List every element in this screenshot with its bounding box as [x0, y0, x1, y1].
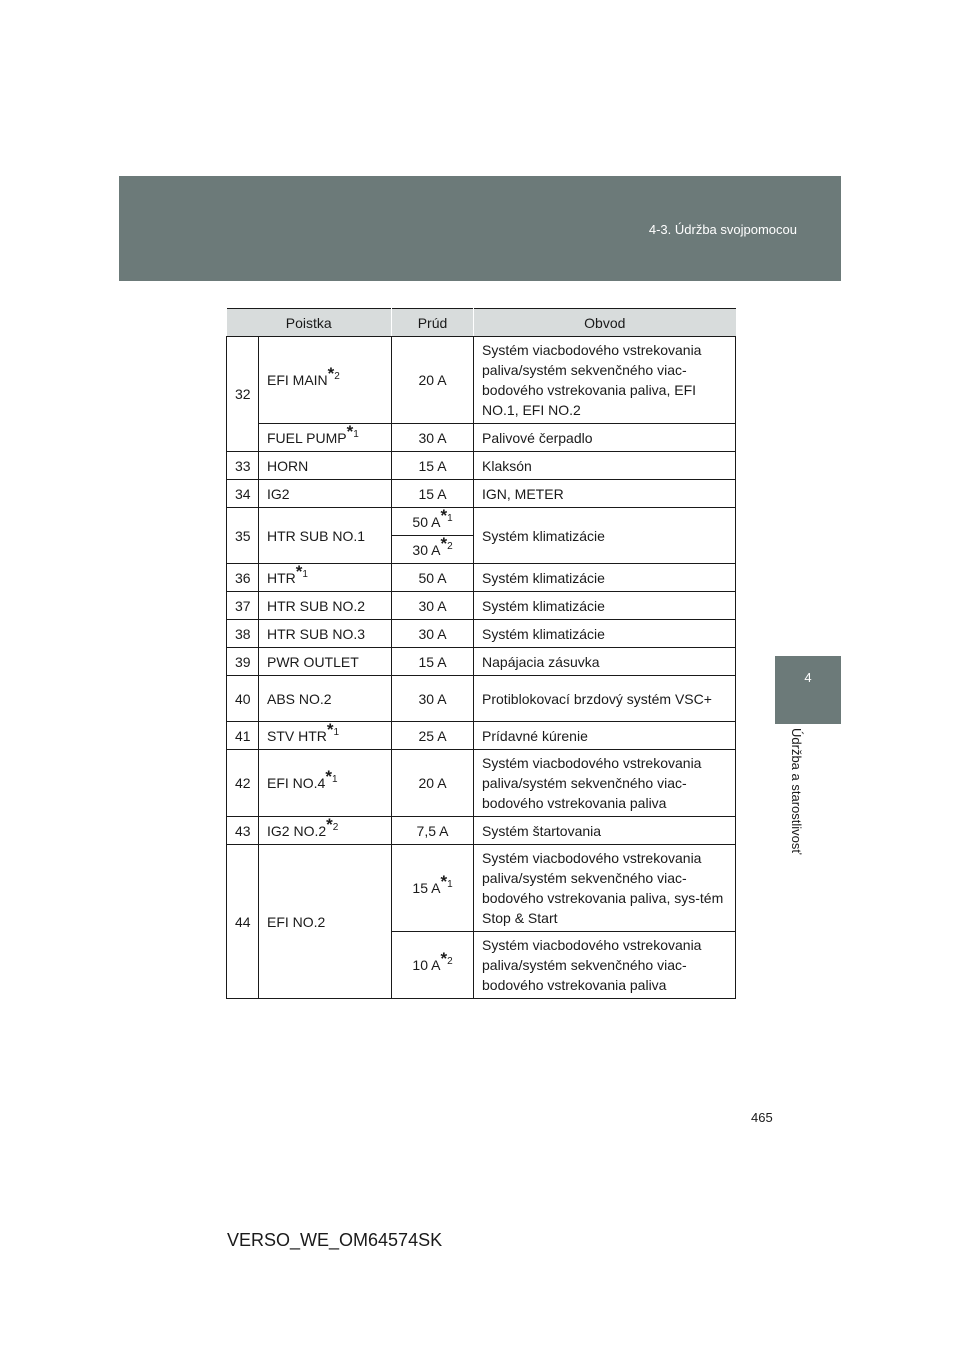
document-code: VERSO_WE_OM64574SK	[227, 1230, 443, 1250]
table-row	[227, 424, 736, 452]
fuse-current: 50 A	[392, 564, 474, 592]
fuse-circuit: Systém klimatizácie	[474, 508, 736, 564]
table-row	[227, 817, 736, 845]
table-row	[227, 592, 736, 620]
table-row	[227, 564, 736, 592]
fuse-number: 38	[227, 620, 259, 648]
header-circuit: Obvod	[474, 309, 736, 337]
fuse-name: EFI NO.2	[259, 845, 392, 999]
fuse-current: 50 A$^{*1}$	[392, 508, 474, 536]
footnote-mark: *2	[327, 364, 340, 383]
fuse-number: 43	[227, 817, 259, 845]
fuse-name: HTR SUB NO.1	[259, 508, 392, 564]
fuse-current: 20 A	[392, 337, 474, 424]
fuse-circuit: Systém klimatizácie	[474, 564, 736, 592]
chapter-number: 4	[804, 670, 812, 685]
section-title: 4-3. Údržba svojpomocou	[648, 222, 797, 237]
table-row	[227, 676, 736, 722]
table-row	[227, 337, 736, 424]
footnote-mark: *1	[346, 421, 359, 441]
table-row	[227, 722, 736, 750]
fuse-circuit: Klaksón	[474, 452, 736, 480]
fuse-name: HTR SUB NO.2	[259, 592, 392, 620]
fuse-name: IG2	[259, 480, 392, 508]
fuse-current: 30 A	[392, 424, 474, 452]
header-fuse: Poistka	[227, 309, 392, 337]
fuse-circuit: Systém klimatizácie	[474, 620, 736, 648]
fuse-current: 15 A$^{*1}$	[392, 845, 474, 932]
fuse-circuit: Systém viacbodového vstrekovania paliva/systém sekvenčného viac-bodového vstrekovania paliva, sys-tém Stop & Start	[474, 845, 736, 932]
fuse-name: FUEL PUMP$^{*1}$	[259, 424, 392, 452]
fuse-name: IG2 NO.2$^{*2}$	[259, 817, 392, 845]
fuse-number: 40	[227, 676, 259, 722]
fuse-circuit: Systém viacbodového vstrekovania paliva/systém sekvenčného viac-bodového vstrekovania paliva	[474, 932, 736, 999]
fuse-current: 15 A	[392, 452, 474, 480]
table-row	[227, 508, 736, 536]
fuse-current: 30 A	[392, 620, 474, 648]
footnote-mark: *1	[325, 767, 338, 786]
fuse-circuit: Napájacia zásuvka	[474, 648, 736, 676]
fuse-circuit: Systém viacbodového vstrekovania paliva/systém sekvenčného viac-bodového vstrekovania paliva	[474, 750, 736, 817]
fuse-number: 36	[227, 564, 259, 592]
table-row	[227, 620, 736, 648]
chapter-tab	[775, 656, 841, 724]
fuse-name: EFI NO.4$^{*1}$	[259, 750, 392, 817]
fuse-name: PWR OUTLET	[259, 648, 392, 676]
fuse-current: 30 A	[392, 676, 474, 722]
header-band	[119, 176, 841, 281]
fuse-number: 35	[227, 508, 259, 564]
page-number: 465	[751, 1110, 773, 1125]
fuse-current: 10 A$^{*2}$	[392, 932, 474, 999]
fuse-number: 42	[227, 750, 259, 817]
fuse-number: 37	[227, 592, 259, 620]
fuse-current: 15 A	[392, 480, 474, 508]
fuse-current: 20 A	[392, 750, 474, 817]
fuse-current: 25 A	[392, 722, 474, 750]
chapter-title: Údržba a starostlivosť	[789, 728, 804, 855]
footnote-mark: *2	[440, 533, 453, 553]
fuse-name: EFI MAIN$^{*2}$	[259, 337, 392, 424]
fuse-current: 30 A	[392, 592, 474, 620]
fuse-circuit: Systém štartovania	[474, 817, 736, 845]
fuse-circuit: Prídavné kúrenie	[474, 722, 736, 750]
table-row	[227, 845, 736, 932]
fuse-name: ABS NO.2	[259, 676, 392, 722]
header-current: Prúd	[392, 309, 474, 337]
fuse-table	[226, 308, 736, 999]
footnote-mark: *1	[295, 561, 308, 581]
fuse-current: 15 A	[392, 648, 474, 676]
fuse-number: 41	[227, 722, 259, 750]
table-row	[227, 480, 736, 508]
footnote-mark: *1	[326, 719, 340, 739]
fuse-name: HORN	[259, 452, 392, 480]
fuse-number: 32	[227, 337, 259, 452]
fuse-name: STV HTR$^{*1}$	[259, 722, 392, 750]
fuse-number: 34	[227, 480, 259, 508]
footnote-mark: *1	[440, 505, 453, 525]
fuse-current: 30 A$^{*2}$	[392, 536, 474, 564]
table-row	[227, 648, 736, 676]
footnote-mark: *2	[326, 814, 339, 834]
footnote-mark: *2	[440, 949, 453, 968]
fuse-current: 7,5 A	[392, 817, 474, 845]
table-header-row	[227, 309, 736, 337]
fuse-circuit: Systém klimatizácie	[474, 592, 736, 620]
fuse-number: 44	[227, 845, 259, 999]
fuse-number: 39	[227, 648, 259, 676]
table-row	[227, 452, 736, 480]
footnote-mark: *1	[440, 872, 453, 891]
fuse-circuit: Palivové čerpadlo	[474, 424, 736, 452]
fuse-name: HTR$^{*1}$	[259, 564, 392, 592]
fuse-circuit: Systém viacbodového vstrekovania paliva/systém sekvenčného viac-bodového vstrekovania paliva, EFI NO.1, EFI NO.2	[474, 337, 736, 424]
fuse-name: HTR SUB NO.3	[259, 620, 392, 648]
table-row	[227, 750, 736, 817]
fuse-circuit: IGN, METER	[474, 480, 736, 508]
fuse-circuit: Protiblokovací brzdový systém VSC+	[474, 676, 736, 722]
fuse-number: 33	[227, 452, 259, 480]
